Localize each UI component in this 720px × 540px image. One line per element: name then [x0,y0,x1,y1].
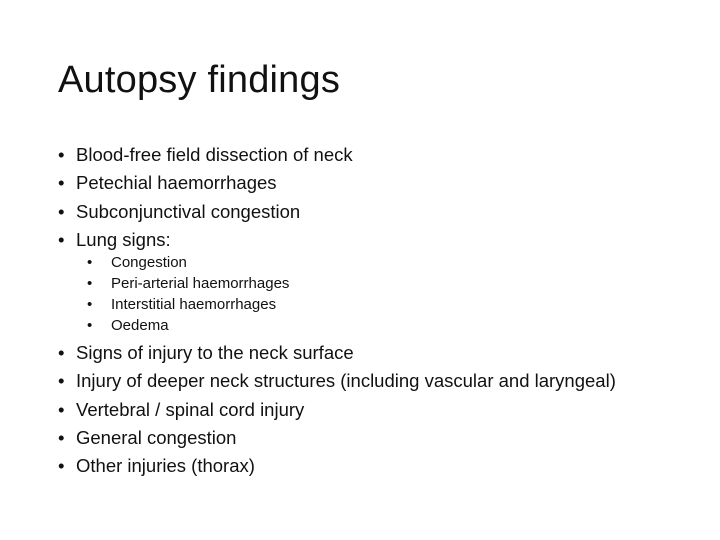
bullet-icon: • [87,317,93,334]
list-item-text: General congestion [76,426,237,448]
list-item [58,198,353,226]
list-item [58,367,616,395]
list-item [58,452,616,480]
lung-signs-sublist [87,252,289,336]
bullet-icon: • [58,398,65,420]
list-item [58,169,353,197]
sublist-item-text: Interstitial haemorrhages [111,296,277,313]
list-item-text: Injury of deeper neck structures (including vascular and laryngeal) [76,370,616,392]
list-item [58,424,616,452]
bullet-icon: • [58,172,65,194]
findings-list-top [58,141,353,254]
list-item [58,339,616,367]
list-item-text: Signs of injury to the neck surface [76,342,354,363]
bullet-icon: • [58,144,65,165]
list-item [58,226,353,254]
sublist-item [87,294,289,315]
bullet-icon: • [58,370,65,392]
bullet-icon: • [58,455,65,477]
bullet-icon: • [58,200,65,222]
bullet-icon: • [58,426,65,448]
list-item-text: Lung signs: [76,228,171,250]
list-item [58,141,353,169]
list-item [58,396,616,424]
bullet-icon: • [87,296,93,313]
sublist-item-text: Peri-arterial haemorrhages [111,275,290,292]
bullet-icon: • [58,342,65,363]
bullet-icon: • [58,228,65,250]
sublist-item [87,315,289,336]
sublist-item [87,273,289,294]
sublist-item-text: Oedema [111,317,169,334]
findings-list-bottom [58,339,616,480]
sublist-item [87,252,289,273]
list-item-text: Petechial haemorrhages [76,172,277,194]
bullet-icon: • [87,254,93,271]
list-item-text: Blood-free field dissection of neck [76,144,353,165]
list-item-text: Vertebral / spinal cord injury [76,398,305,420]
sublist-item-text: Congestion [111,254,187,271]
slide-title: Autopsy findings [58,59,341,101]
list-item-text: Other injuries (thorax) [76,455,255,477]
bullet-icon: • [87,275,93,292]
list-item-text: Subconjunctival congestion [76,200,301,222]
